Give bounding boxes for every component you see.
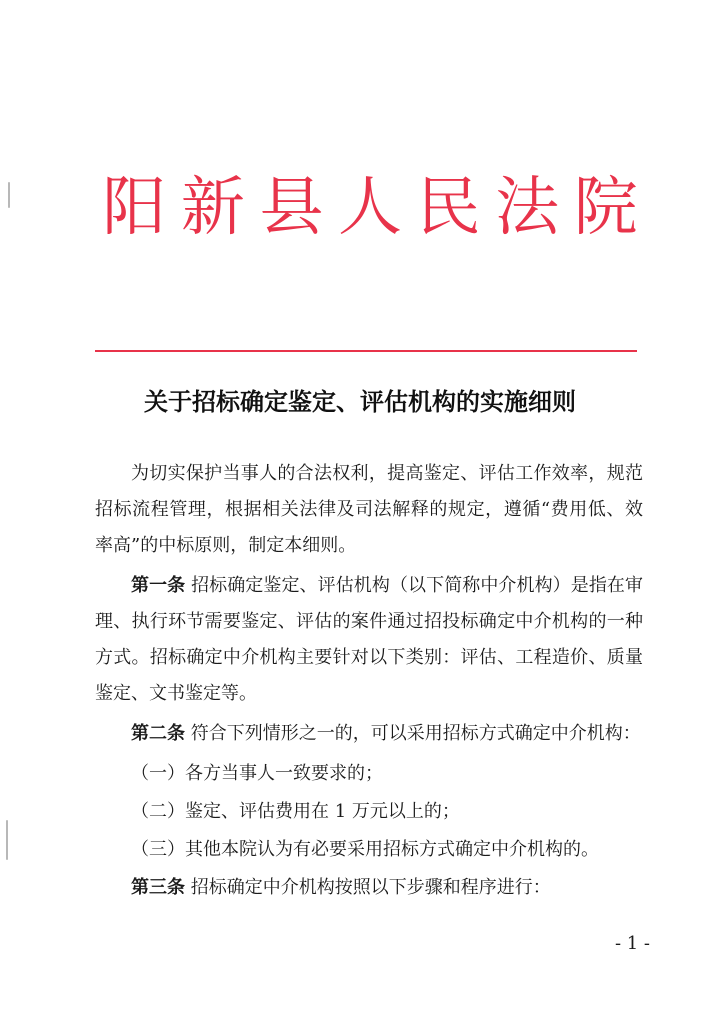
- document-title: 关于招标确定鉴定、评估机构的实施细则: [144, 387, 576, 416]
- article-2-item: （一）各方当事人一致要求的；: [131, 763, 383, 784]
- article-3: [95, 870, 643, 906]
- article-3-text: 招标确定中介机构按照以下步骤和程序进行：: [190, 877, 551, 898]
- article-2-item: （二）鉴定、评估费用在 1 万元以上的；: [131, 801, 460, 822]
- scan-mark: [8, 182, 10, 208]
- intro-paragraph: 为切实保护当事人的合法权利，提高鉴定、评估工作效率，规范招标流程管理，根据相关法律及司法解释的规定，遵循“费用低、效率高”的中标原则，制定本细则。: [95, 463, 643, 556]
- letterhead-char: 阳: [102, 171, 167, 245]
- document-body: [95, 456, 643, 906]
- article-3-heading: 第三条: [131, 877, 185, 898]
- letterhead-char: 法: [495, 171, 560, 245]
- letterhead-char: 新: [180, 171, 245, 245]
- scan-mark: [6, 820, 8, 860]
- article-2-text: 符合下列情形之一的，可以采用招标方式确定中介机构：: [190, 723, 641, 744]
- article-2-heading: 第二条: [131, 723, 185, 744]
- article-1-heading: 第一条: [131, 575, 186, 596]
- letterhead-char: 县: [259, 171, 324, 245]
- letterhead-divider: [95, 350, 637, 352]
- article-2: [95, 716, 643, 752]
- article-1-text: 招标确定鉴定、评估机构（以下简称中介机构）是指在审理、执行环节需要鉴定、评估的案件通过招投标确定中介机构的一种方式。招标确定中介机构主要针对以下类别：评估、工程造价、质量鉴定、文书鉴定等。: [95, 575, 644, 704]
- article-1: [95, 568, 643, 712]
- page-number: - 1 -: [614, 933, 650, 954]
- letterhead-char: 人: [338, 171, 403, 245]
- letterhead-char: 民: [416, 171, 481, 245]
- letterhead-char: 院: [573, 171, 638, 245]
- article-2-item: （三）其他本院认为有必要采用招标方式确定中介机构的。: [131, 839, 599, 860]
- letterhead-org-name: [95, 168, 645, 248]
